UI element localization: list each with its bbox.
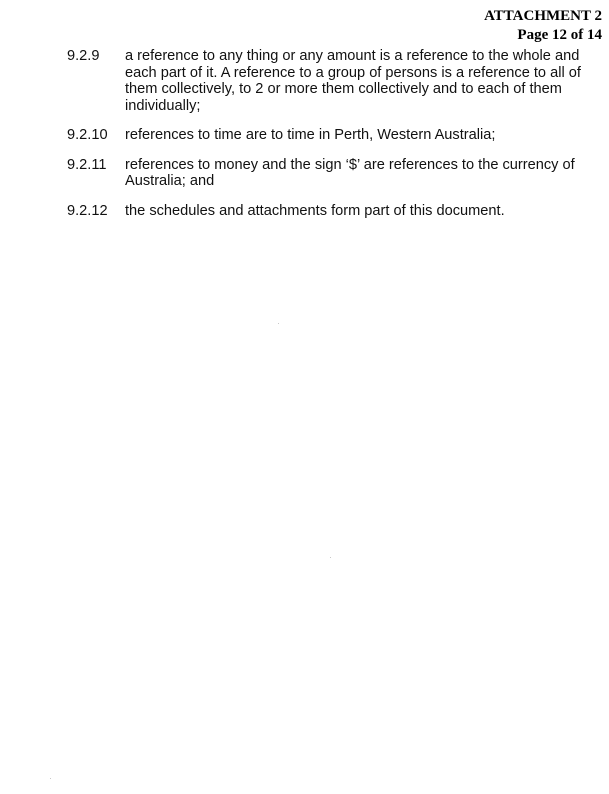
clause-text: the schedules and attachments form part of this document.: [125, 202, 505, 219]
scan-speck: [50, 778, 51, 779]
clause-9-2-12: [0, 203, 609, 220]
scan-speck: [278, 323, 279, 324]
clause-text: references to money and the sign ‘$’ are references to the currency of Australia; and: [125, 156, 575, 189]
attachment-label: ATTACHMENT 2: [484, 8, 602, 24]
clause-number: 9.2.11: [67, 156, 107, 173]
page-header: [484, 7, 602, 45]
clause-text: references to time are to time in Perth, Western Australia;: [125, 127, 496, 143]
clause-9-2-11: [0, 157, 609, 190]
clause-number: 9.2.10: [67, 127, 108, 143]
clause-9-2-10: [0, 127, 609, 144]
clause-list: [0, 48, 609, 232]
clause-number: 9.2.9: [67, 48, 100, 64]
clause-9-2-9: [0, 48, 609, 114]
clause-number: 9.2.12: [67, 202, 108, 219]
page-number: Page 12 of 14: [517, 27, 602, 43]
clause-text: a reference to any thing or any amount is a reference to the whole and each part of it. A reference to a group of persons is a reference to all of them collectively, to 2 or more them collectively and to each of them individually;: [125, 48, 581, 114]
scan-speck: [330, 557, 331, 558]
